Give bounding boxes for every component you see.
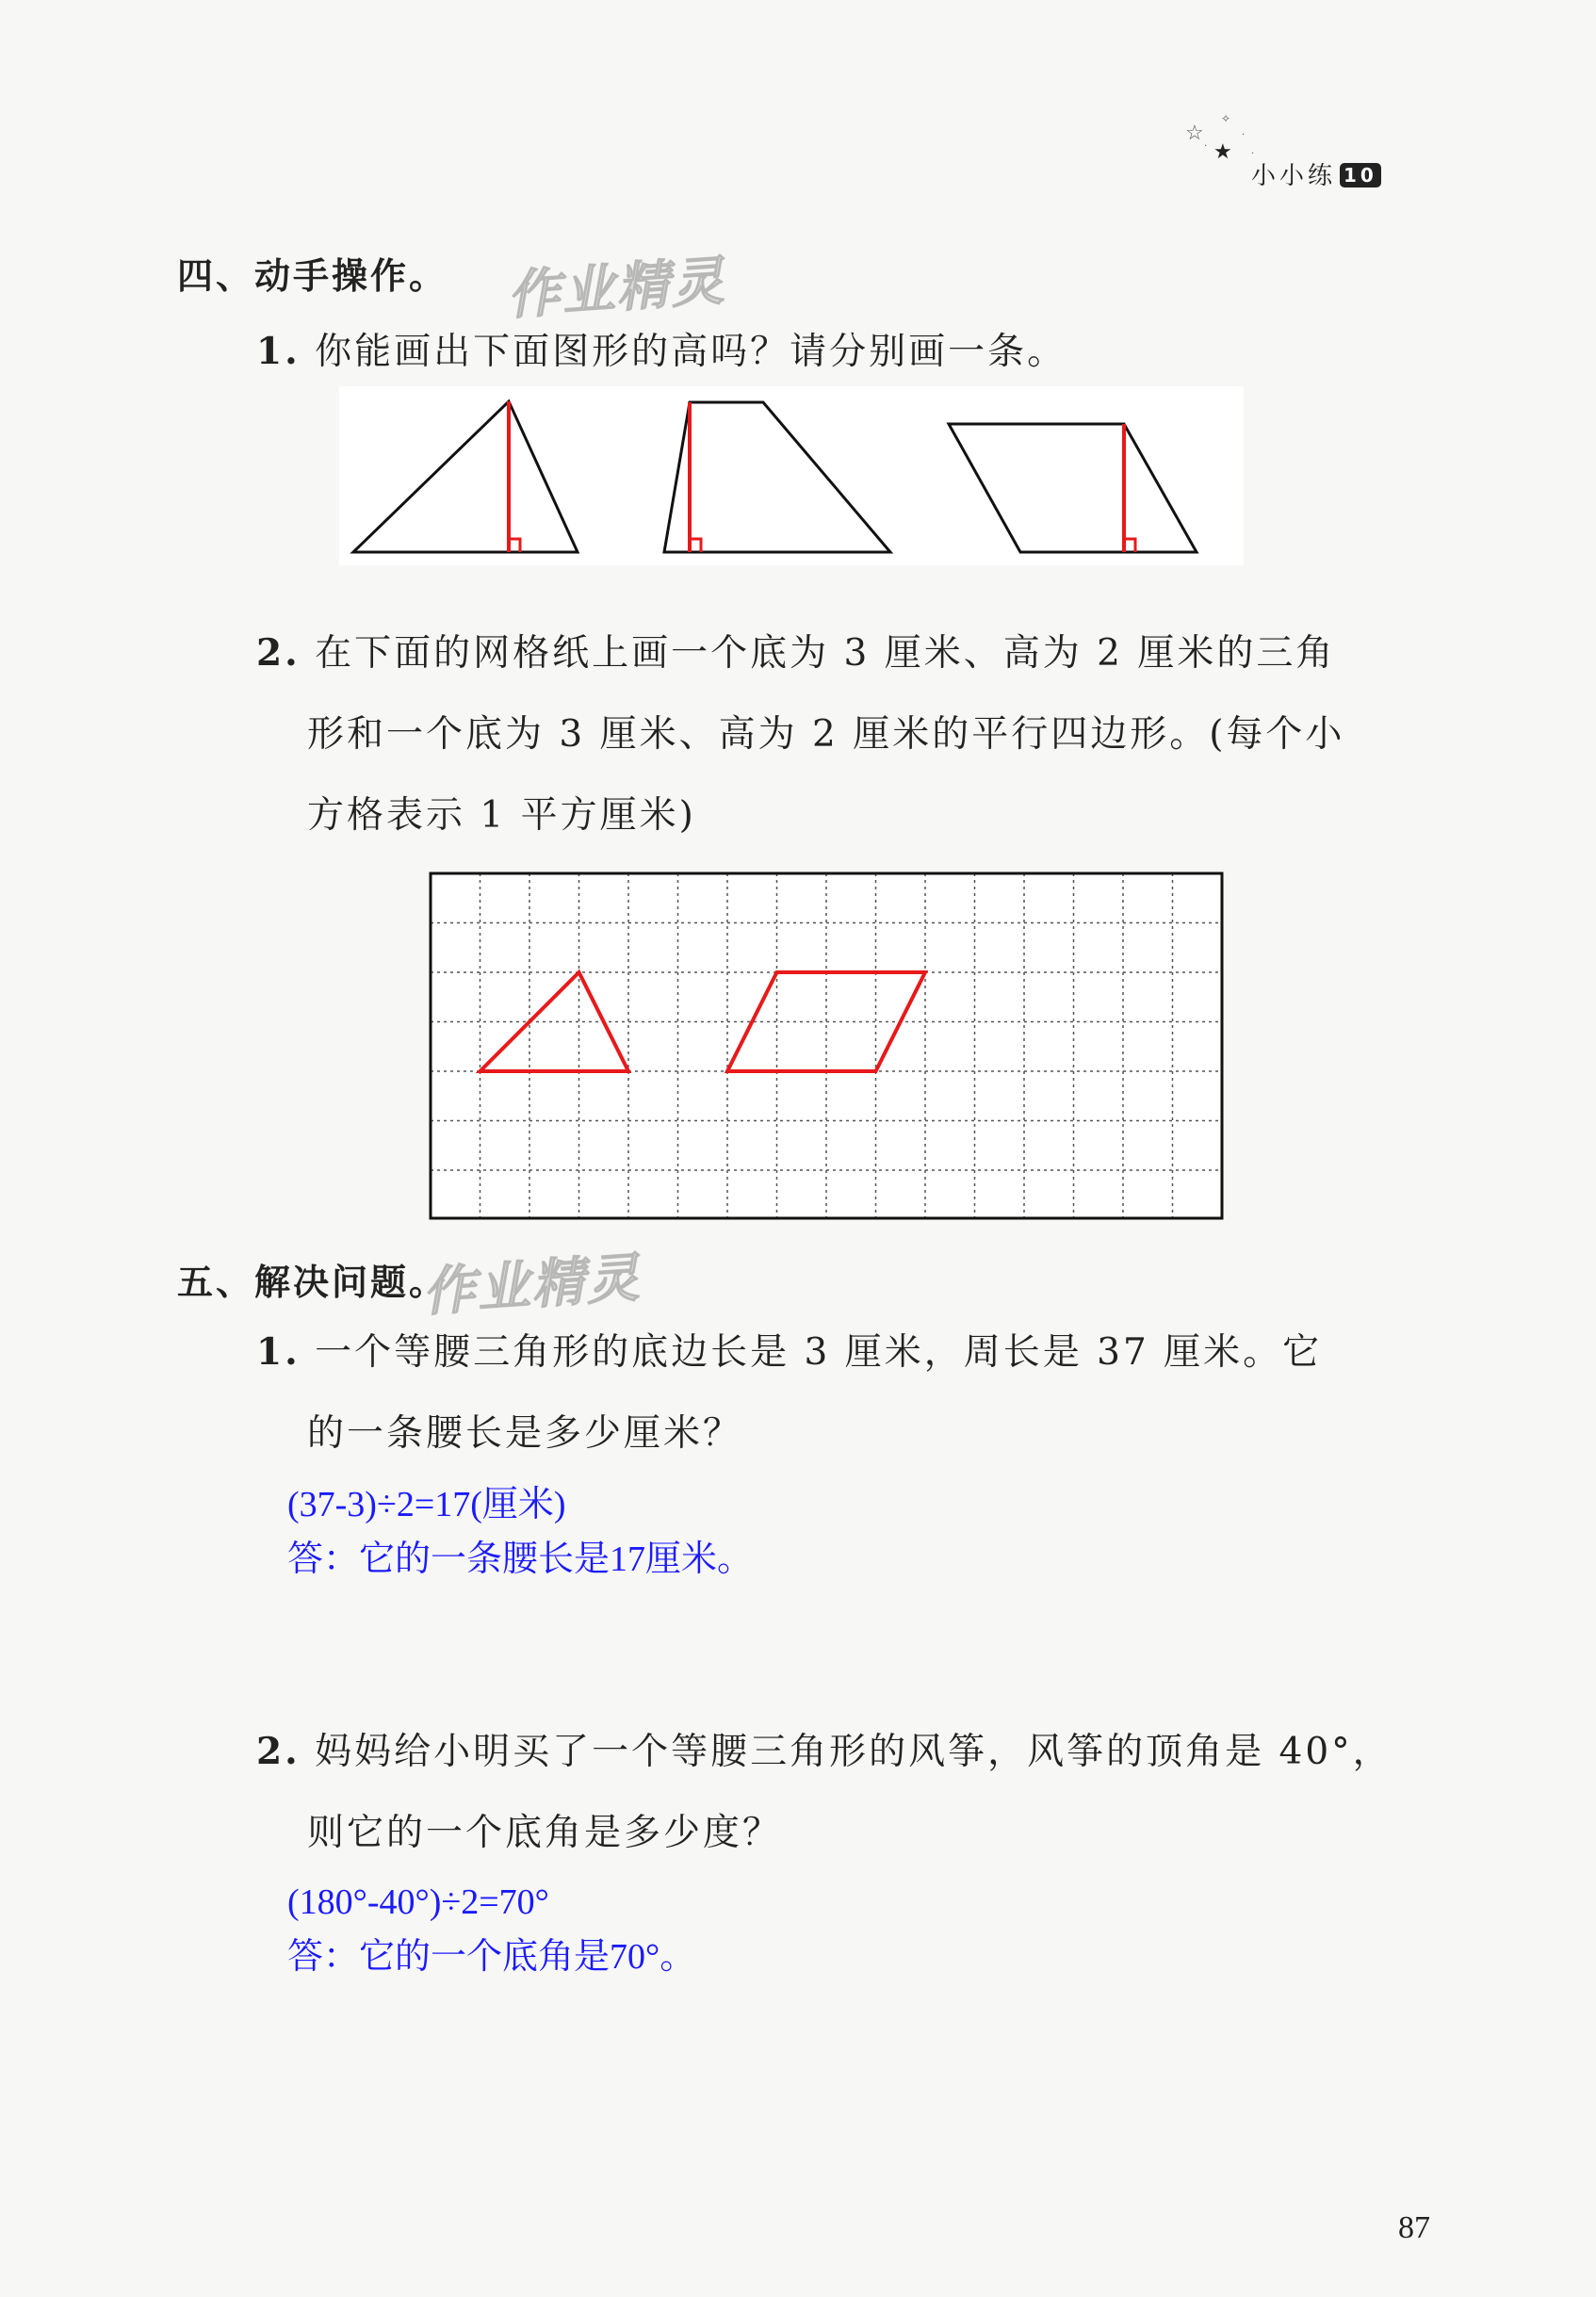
svg-text:·: · [1204,141,1208,152]
question-line-2: 形和一个底为 3 厘米、高为 2 厘米的平行四边形。(每个小 [307,713,1345,756]
question-line-3: 方格表示 1 平方厘米) [307,794,696,837]
question-line-1: 妈妈给小明买了一个等腰三角形的风筝，风筝的顶角是 40°， [315,1731,1392,1773]
section-4-title: 四、动手操作。 [177,255,448,297]
section-header-label [1251,156,1381,191]
question-line-2: 的一条腰长是多少厘米？ [307,1412,743,1455]
s4-question-2 [256,612,1344,856]
question-number: 1. [256,330,301,373]
answer-statement: 答：它的一个底角是70°。 [287,1937,696,1977]
svg-text:☆: ☆ [1185,122,1204,145]
svg-text:★: ★ [1213,140,1232,164]
answer-statement: 答：它的一条腰长是17厘米。 [287,1539,754,1579]
page-number: 87 [1398,2210,1430,2245]
question-number: 2. [256,1730,301,1773]
answer-equation: (180°-40°)÷2=70° [287,1882,549,1922]
answer-equation: (37-3)÷2=17(厘米) [287,1485,566,1524]
svg-text:·: · [1242,130,1246,140]
figure-background [339,386,1244,565]
svg-text:·: · [1251,149,1255,159]
section-5-title: 五、解决问题。 [177,1262,448,1303]
question-line-1: 一个等腰三角形的底边长是 3 厘米，周长是 37 厘米。它 [315,1331,1323,1374]
svg-text:✧: ✧ [1221,112,1231,125]
watermark-1: 作业精灵 [505,250,728,328]
s5-q2-answer [287,1875,695,1984]
s5-question-2 [256,1711,1392,1874]
question-number: 1. [256,1330,301,1374]
shapes-with-heights-figure [339,386,1244,565]
question-text: 你能画出下面图形的高吗？请分别画一条。 [315,331,1067,373]
question-line-2: 则它的一个底角是多少度？ [307,1812,783,1854]
question-line-1: 在下面的网格纸上画一个底为 3 厘米、高为 2 厘米的三角 [315,632,1336,675]
header-label-text: 小小练 [1251,162,1337,190]
watermark-2: 作业精灵 [420,1246,643,1325]
s5-question-1 [256,1311,1322,1474]
question-number: 2. [256,631,301,675]
s5-q1-answer [287,1477,753,1587]
s4-question-1 [256,311,1067,393]
lesson-number-badge: 10 [1340,163,1381,187]
grid-paper [429,872,1224,1220]
